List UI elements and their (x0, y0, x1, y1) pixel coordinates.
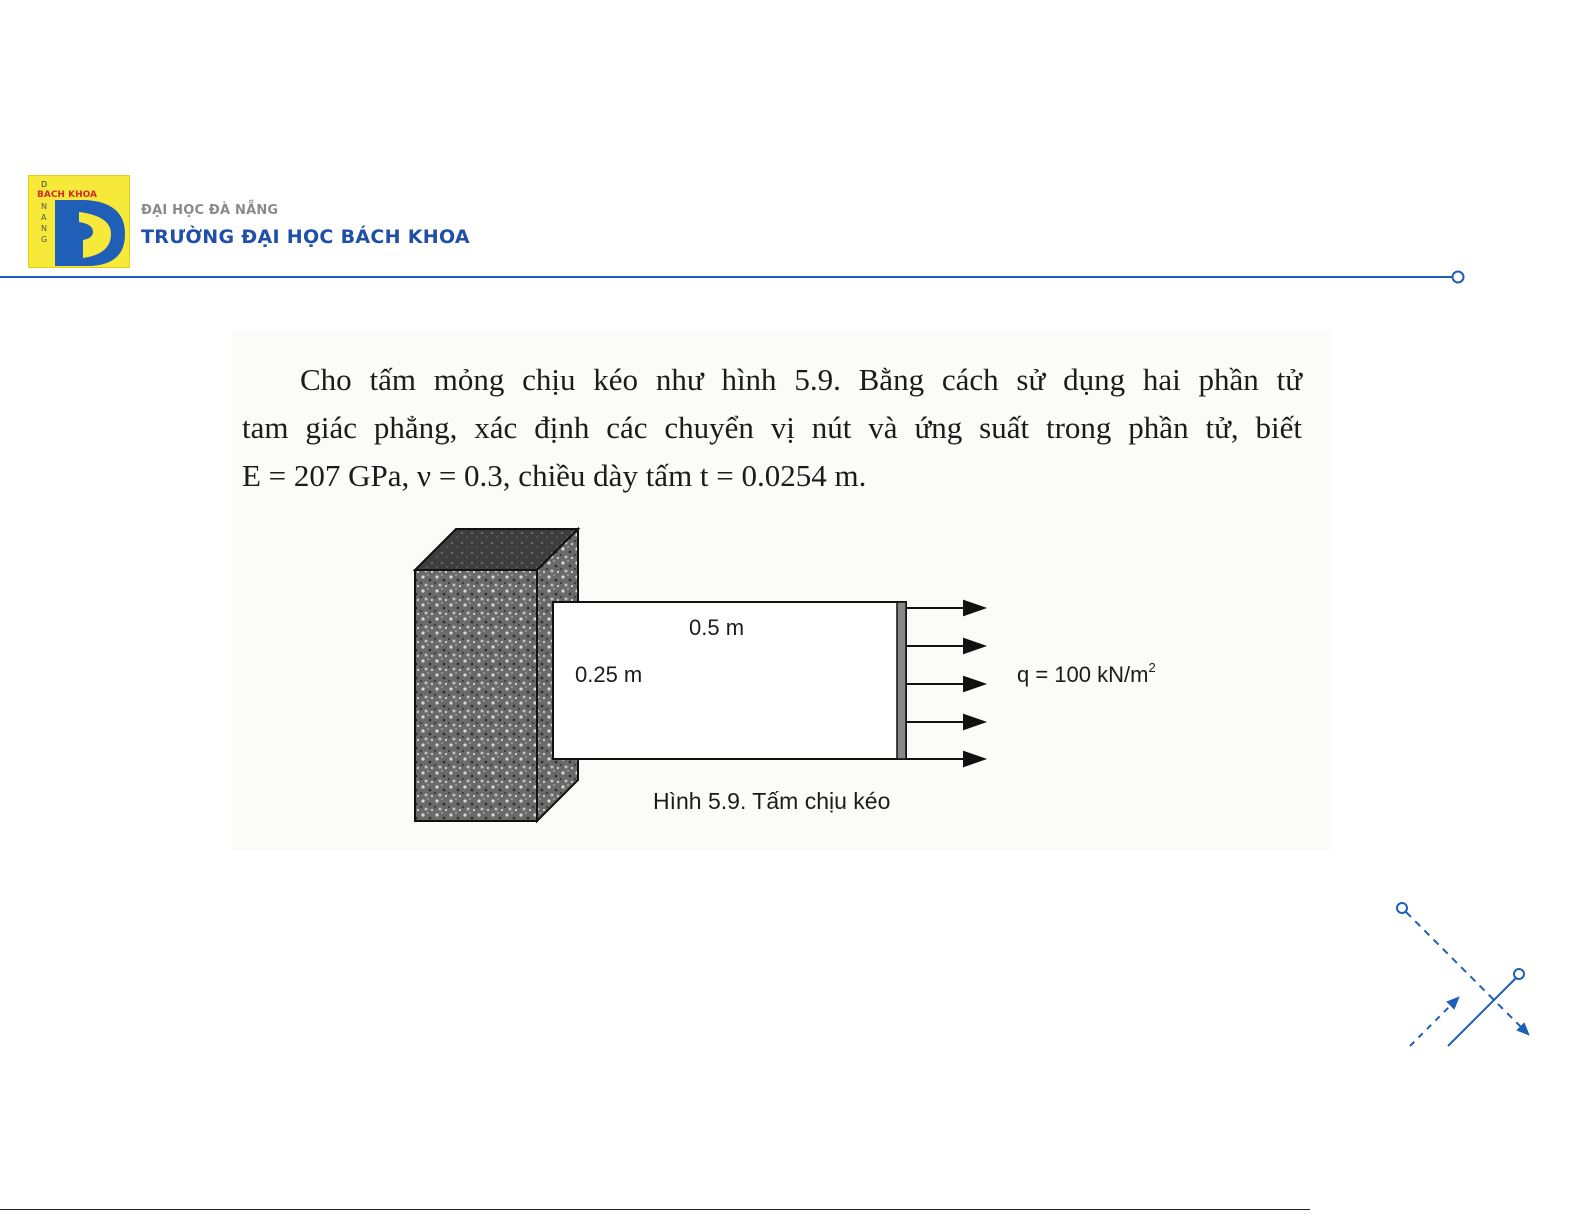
logo-letter-n: N (41, 202, 47, 211)
figure-caption: Hình 5.9. Tấm chịu kéo (653, 788, 891, 814)
logo-letter-d: D (41, 180, 48, 189)
length-label: 0.5 m (689, 615, 745, 640)
load-label-exponent: 2 (1148, 660, 1156, 675)
problem-line-2: tam giác phẳng, xác định các chuyển vị nút và ứng suất trong phần tử, biết (242, 410, 1302, 445)
problem-line-1: Cho tấm mỏng chịu kéo như hình 5.9. Bằng cách sử dụng hai phần tử (300, 362, 1302, 397)
load-label-text: q = 100 kN/m (1017, 662, 1149, 687)
logo-letter-g: G (41, 235, 48, 244)
logo-text-top: BACH KHOA (37, 190, 97, 200)
height-label-text: 0.25 m (575, 662, 643, 687)
school-name: TRƯỜNG ĐẠI HỌC BÁCH KHOA (141, 226, 470, 248)
logo-letter-n2: N (41, 224, 47, 233)
footer-divider (0, 1209, 1310, 1210)
logo-letter-a: A (41, 213, 47, 222)
university-name: ĐẠI HỌC ĐÀ NẴNG (141, 203, 279, 218)
problem-line-3: E = 207 GPa, ν = 0.3, chiều dày tấm t = 0.0254 m. (242, 458, 867, 493)
